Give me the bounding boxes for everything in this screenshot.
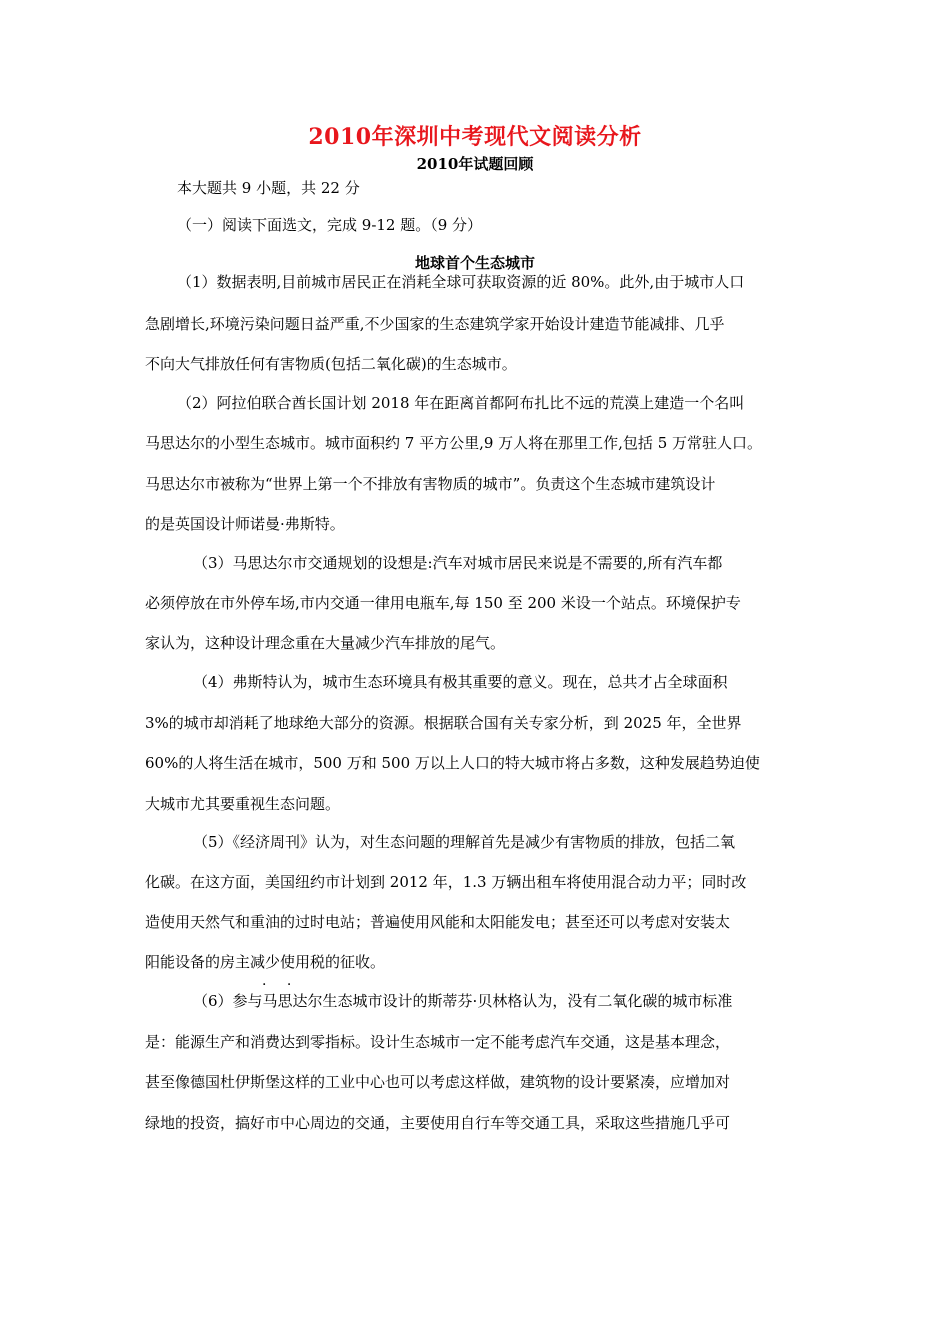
text-line: 必须停放在市外停车场,市内交通一律用电瓶车,每 150 至 200 米设一个站点。环境保护专 (145, 594, 741, 612)
text-line: （1）数据表明,目前城市居民正在消耗全球可获取资源的近 80%。此外,由于城市人口 (177, 273, 745, 291)
text-line: 60%的人将生活在城市，500 万和 500 万以上人口的特大城市将占多数，这种发展趋势迫使 (145, 754, 760, 772)
emphasis-dots: · · (262, 977, 300, 993)
text-line: 大城市尤其要重视生态问题。 (145, 795, 341, 813)
text-line: 马思达尔的小型生态城市。城市面积约 7 平方公里,9 万人将在那里工作,包括 5 万常驻人口。 (145, 434, 763, 452)
text-line: （4）弗斯特认为，城市生态环境具有极其重要的意义。现在，总共才占全球面积 (193, 673, 728, 691)
text-line: 绿地的投资，搞好市中心周边的交通，主要使用自行车等交通工具，采取这些措施几乎可 (145, 1114, 731, 1132)
text-line: 甚至像德国杜伊斯堡这样的工业中心也可以考虑这样做，建筑物的设计要紧凑，应增加对 (145, 1073, 731, 1091)
text-line: 造使用天然气和重油的过时电站；普遍使用风能和太阳能发电；甚至还可以考虑对安装太 (145, 913, 731, 931)
document-title: 2010年深圳中考现代文阅读分析 (308, 124, 642, 150)
text-line: 是：能源生产和消费达到零指标。设计生态城市一定不能考虑汽车交通，这是基本理念， (145, 1033, 731, 1051)
question-meta: 本大题共 9 小题，共 22 分 (177, 179, 360, 197)
text-line: 阳能设备的房主减少使用税的征收。 (145, 953, 386, 971)
text-line: 不向大气排放任何有害物质(包括二氧化碳)的生态城市。 (145, 355, 517, 373)
text-line: 化碳。在这方面，美国纽约市计划到 2012 年，1.3 万辆出租车将使用混合动力平；同时改 (145, 873, 747, 891)
text-line: 马思达尔市被称为“世界上第一个不排放有害物质的城市”。负责这个生态城市建筑设计 (145, 475, 716, 493)
question-instruction: （一）阅读下面选文，完成 9-12 题。（9 分） (177, 216, 483, 234)
text-line: （5）《经济周刊》认为，对生态问题的理解首先是减少有害物质的排放，包括二氧 (193, 833, 736, 851)
text-line: （6）参与马思达尔生态城市设计的斯蒂芬·贝林格认为，没有二氧化碳的城市标准 (193, 992, 733, 1010)
text-line: 家认为，这种设计理念重在大量减少汽车排放的尾气。 (145, 634, 506, 652)
text-line: 3%的城市却消耗了地球绝大部分的资源。根据联合国有关专家分析，到 2025 年，全世界 (145, 714, 742, 732)
text-line: （2）阿拉伯联合酋长国计划 2018 年在距离首都阿布扎比不远的荒漠上建造一个名叫 (177, 394, 745, 412)
text-line: 的是英国设计师诺曼·弗斯特。 (145, 515, 345, 533)
article-title: 地球首个生态城市 (414, 254, 535, 272)
document-subtitle: 2010年试题回顾 (416, 155, 534, 173)
text-line: 急剧增长,环境污染问题日益严重,不少国家的生态建筑学家开始设计建造节能减排、几乎 (145, 315, 725, 333)
text-line: （3）马思达尔市交通规划的设想是:汽车对城市居民来说是不需要的,所有汽车都 (193, 554, 723, 572)
